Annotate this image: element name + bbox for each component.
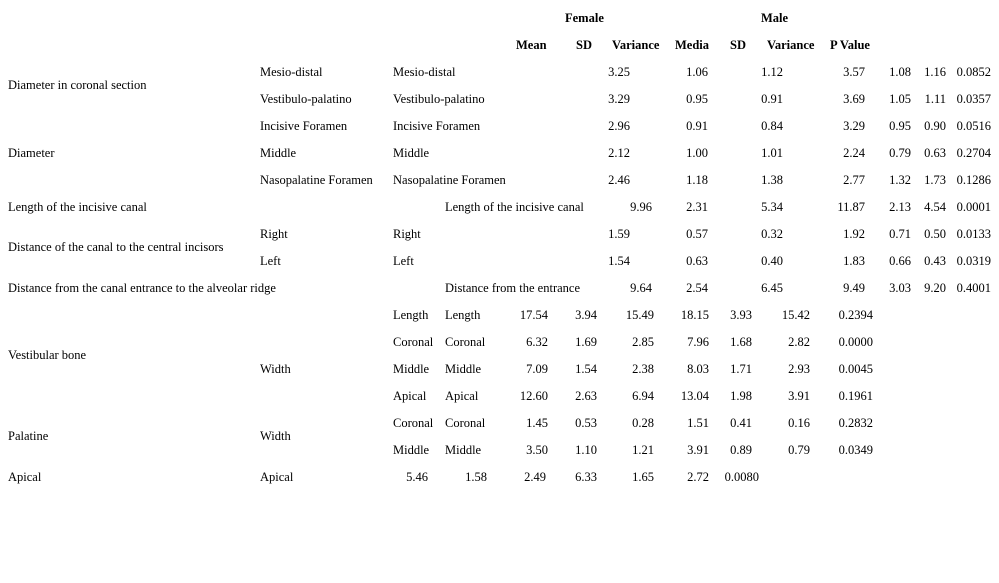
label-vb-middle-a: Middle (393, 362, 430, 376)
label-vb-coronal-a: Coronal (393, 335, 434, 349)
value-cell-nasopalatine-foramen-6: 0.1286 (956, 173, 991, 187)
value-cell-apical-0: 5.46 (406, 470, 428, 484)
value-cell-length-canal-3: 11.87 (837, 200, 865, 214)
value-cell-pal-coronal-1: 0.53 (575, 416, 597, 430)
header-variance: Variance (612, 38, 660, 52)
value-cell-nasopalatine-foramen-5: 1.73 (924, 173, 946, 187)
label-vb-length-a: Length (393, 308, 429, 322)
value-cell-pal-coronal-6: 0.2832 (838, 416, 873, 430)
label-vb-length-b: Length (445, 308, 481, 322)
label-palatine: Palatine (8, 429, 49, 443)
label-mesio-distal-dup: Mesio-distal (393, 65, 456, 79)
value-cell-middle-5: 0.63 (924, 146, 946, 160)
label-middle-dup: Middle (393, 146, 430, 160)
value-cell-nasopalatine-foramen-2: 1.38 (761, 173, 783, 187)
value-cell-right-3: 1.92 (843, 227, 865, 241)
value-cell-pal-middle-2: 1.21 (632, 443, 654, 457)
value-cell-length-canal-6: 0.0001 (956, 200, 991, 214)
value-cell-left-3: 1.83 (843, 254, 865, 268)
value-cell-vestibulo-palatino-4: 1.05 (889, 92, 911, 106)
value-cell-vb-middle-1: 1.54 (575, 362, 597, 376)
value-cell-apical-5: 2.72 (687, 470, 709, 484)
value-cell-vb-length-0: 17.54 (519, 308, 548, 322)
value-cell-right-5: 0.50 (924, 227, 946, 241)
value-cell-left-6: 0.0319 (956, 254, 991, 268)
value-cell-vb-length-3: 18.15 (680, 308, 709, 322)
value-cell-vestibulo-palatino-2: 0.91 (761, 92, 783, 106)
label-nasopalatine-foramen: Nasopalatine Foramen (260, 173, 373, 187)
value-cell-apical-1: 1.58 (465, 470, 487, 484)
label-diameter-coronal: Diameter in coronal section (8, 78, 147, 92)
value-cell-mesio-distal-0: 3.25 (608, 65, 630, 79)
label-left-dup: Left (393, 254, 414, 268)
label-apical: Apical (8, 470, 42, 484)
value-cell-vb-coronal-2: 2.85 (632, 335, 654, 349)
value-cell-left-1: 0.63 (686, 254, 708, 268)
value-cell-distance-entrance-0: 9.64 (630, 281, 652, 295)
value-cell-vb-length-5: 15.42 (781, 308, 810, 322)
value-cell-distance-entrance-6: 0.4001 (956, 281, 991, 295)
label-vestibulo-palatino-dup: Vestibulo-palatino (393, 92, 485, 106)
value-cell-vb-length-4: 3.93 (730, 308, 752, 322)
value-cell-mesio-distal-6: 0.0852 (956, 65, 991, 79)
header-mean: Mean (516, 38, 547, 52)
label-vb-coronal-b: Coronal (445, 335, 486, 349)
value-cell-vb-coronal-0: 6.32 (526, 335, 548, 349)
value-cell-vestibulo-palatino-1: 0.95 (686, 92, 708, 106)
label-pal-coronal-b: Coronal (445, 416, 486, 430)
value-cell-vb-middle-4: 1.71 (730, 362, 752, 376)
value-cell-length-canal-2: 5.34 (761, 200, 783, 214)
value-cell-vb-apical-2: 6.94 (632, 389, 654, 403)
label-incisive-foramen: Incisive Foramen (260, 119, 348, 133)
value-cell-incisive-foramen-4: 0.95 (889, 119, 911, 133)
value-cell-mesio-distal-3: 3.57 (843, 65, 865, 79)
label-width-palatine: Width (260, 429, 291, 443)
value-cell-distance-entrance-4: 3.03 (889, 281, 911, 295)
value-cell-mesio-distal-5: 1.16 (924, 65, 946, 79)
value-cell-apical-6: 0.0080 (724, 470, 759, 484)
label-length-canal: Length of the incisive canal (8, 200, 147, 214)
value-cell-nasopalatine-foramen-0: 2.46 (608, 173, 630, 187)
value-cell-distance-entrance-3: 9.49 (843, 281, 865, 295)
label-width-vestibular: Width (260, 362, 291, 376)
value-cell-apical-2: 2.49 (524, 470, 546, 484)
value-cell-pal-middle-3: 3.91 (687, 443, 709, 457)
label-vb-middle-b: Middle (445, 362, 482, 376)
value-cell-pal-coronal-3: 1.51 (687, 416, 709, 430)
label-vb-apical-b: Apical (445, 389, 479, 403)
value-cell-middle-1: 1.00 (686, 146, 708, 160)
value-cell-length-canal-0: 9.96 (630, 200, 652, 214)
label-right-dup: Right (393, 227, 421, 241)
value-cell-vb-middle-6: 0.0045 (838, 362, 873, 376)
value-cell-nasopalatine-foramen-4: 1.32 (889, 173, 911, 187)
value-cell-nasopalatine-foramen-3: 2.77 (843, 173, 865, 187)
value-cell-middle-2: 1.01 (761, 146, 783, 160)
value-cell-right-2: 0.32 (761, 227, 783, 241)
value-cell-distance-entrance-1: 2.54 (686, 281, 708, 295)
value-cell-incisive-foramen-3: 3.29 (843, 119, 865, 133)
value-cell-vb-length-6: 0.2394 (838, 308, 873, 322)
value-cell-mesio-distal-2: 1.12 (761, 65, 783, 79)
value-cell-right-6: 0.0133 (956, 227, 991, 241)
value-cell-vb-apical-1: 2.63 (575, 389, 597, 403)
label-distance-entrance-dup: Distance from the entrance (445, 281, 581, 295)
value-cell-pal-coronal-2: 0.28 (632, 416, 654, 430)
label-distance-entrance: Distance from the canal entrance to the alveolar ridge (8, 281, 276, 295)
value-cell-mesio-distal-1: 1.06 (686, 65, 708, 79)
value-cell-distance-entrance-5: 9.20 (924, 281, 946, 295)
value-cell-middle-4: 0.79 (889, 146, 911, 160)
label-pal-coronal-a: Coronal (393, 416, 434, 430)
value-cell-left-2: 0.40 (761, 254, 783, 268)
value-cell-apical-3: 6.33 (575, 470, 597, 484)
value-cell-apical-4: 1.65 (632, 470, 654, 484)
value-cell-pal-middle-4: 0.89 (730, 443, 752, 457)
value-cell-vb-coronal-4: 1.68 (730, 335, 752, 349)
value-cell-vb-coronal-5: 2.82 (788, 335, 810, 349)
value-cell-vb-apical-6: 0.1961 (838, 389, 873, 403)
header-male: Male (761, 11, 789, 25)
value-cell-right-0: 1.59 (608, 227, 630, 241)
value-cell-vb-apical-5: 3.91 (788, 389, 810, 403)
label-left: Left (260, 254, 281, 268)
value-cell-incisive-foramen-1: 0.91 (686, 119, 708, 133)
label-pal-middle-b: Middle (445, 443, 482, 457)
value-cell-middle-0: 2.12 (608, 146, 630, 160)
label-right: Right (260, 227, 288, 241)
value-cell-incisive-foramen-0: 2.96 (608, 119, 630, 133)
value-cell-right-4: 0.71 (889, 227, 911, 241)
value-cell-pal-middle-1: 1.10 (575, 443, 597, 457)
value-cell-pal-coronal-0: 1.45 (526, 416, 548, 430)
label-vestibular-bone: Vestibular bone (8, 348, 87, 362)
value-cell-vb-coronal-6: 0.0000 (838, 335, 873, 349)
value-cell-length-canal-5: 4.54 (924, 200, 946, 214)
value-cell-vb-coronal-1: 1.69 (575, 335, 597, 349)
header-sd: SD (576, 38, 592, 52)
value-cell-right-1: 0.57 (686, 227, 708, 241)
label-length-canal-dup: Length of the incisive canal (445, 200, 584, 214)
value-cell-vb-apical-4: 1.98 (730, 389, 752, 403)
value-cell-vb-middle-5: 2.93 (788, 362, 810, 376)
value-cell-vestibulo-palatino-3: 3.69 (843, 92, 865, 106)
label-apical-sub: Apical (260, 470, 294, 484)
label-middle: Middle (260, 146, 297, 160)
value-cell-length-canal-1: 2.31 (686, 200, 708, 214)
value-cell-incisive-foramen-6: 0.0516 (956, 119, 991, 133)
header-variance-male: Variance (767, 38, 815, 52)
value-cell-middle-6: 0.2704 (956, 146, 991, 160)
label-vestibulo-palatino: Vestibulo-palatino (260, 92, 352, 106)
value-cell-vestibulo-palatino-5: 1.11 (924, 92, 946, 106)
header-sd-male: SD (730, 38, 746, 52)
value-cell-vb-middle-0: 7.09 (526, 362, 548, 376)
value-cell-pal-middle-0: 3.50 (526, 443, 548, 457)
value-cell-mesio-distal-4: 1.08 (889, 65, 911, 79)
value-cell-middle-3: 2.24 (843, 146, 865, 160)
value-cell-pal-coronal-4: 0.41 (730, 416, 752, 430)
value-cell-vestibulo-palatino-0: 3.29 (608, 92, 630, 106)
label-vb-apical-a: Apical (393, 389, 427, 403)
value-cell-vb-apical-0: 12.60 (519, 389, 548, 403)
header-media: Media (675, 38, 710, 52)
value-cell-left-5: 0.43 (924, 254, 946, 268)
value-cell-vb-length-1: 3.94 (575, 308, 597, 322)
value-cell-incisive-foramen-5: 0.90 (924, 119, 946, 133)
value-cell-incisive-foramen-2: 0.84 (761, 119, 783, 133)
value-cell-vb-apical-3: 13.04 (680, 389, 709, 403)
label-diameter: Diameter (8, 146, 55, 160)
value-cell-vb-middle-2: 2.38 (632, 362, 654, 376)
label-nasopalatine-foramen-dup: Nasopalatine Foramen (393, 173, 506, 187)
label-pal-middle-a: Middle (393, 443, 430, 457)
value-cell-vestibulo-palatino-6: 0.0357 (956, 92, 991, 106)
value-cell-pal-coronal-5: 0.16 (788, 416, 810, 430)
value-cell-left-4: 0.66 (889, 254, 911, 268)
label-distance-central: Distance of the canal to the central incisors (8, 240, 224, 254)
value-cell-pal-middle-5: 0.79 (788, 443, 810, 457)
value-cell-distance-entrance-2: 6.45 (761, 281, 783, 295)
header-pvalue: P Value (830, 38, 870, 52)
value-cell-length-canal-4: 2.13 (889, 200, 911, 214)
label-mesio-distal: Mesio-distal (260, 65, 323, 79)
value-cell-nasopalatine-foramen-1: 1.18 (686, 173, 708, 187)
label-incisive-foramen-dup: Incisive Foramen (393, 119, 481, 133)
value-cell-left-0: 1.54 (608, 254, 630, 268)
value-cell-pal-middle-6: 0.0349 (838, 443, 873, 457)
value-cell-vb-middle-3: 8.03 (687, 362, 709, 376)
value-cell-vb-coronal-3: 7.96 (687, 335, 709, 349)
value-cell-vb-length-2: 15.49 (625, 308, 654, 322)
header-female: Female (565, 11, 604, 25)
